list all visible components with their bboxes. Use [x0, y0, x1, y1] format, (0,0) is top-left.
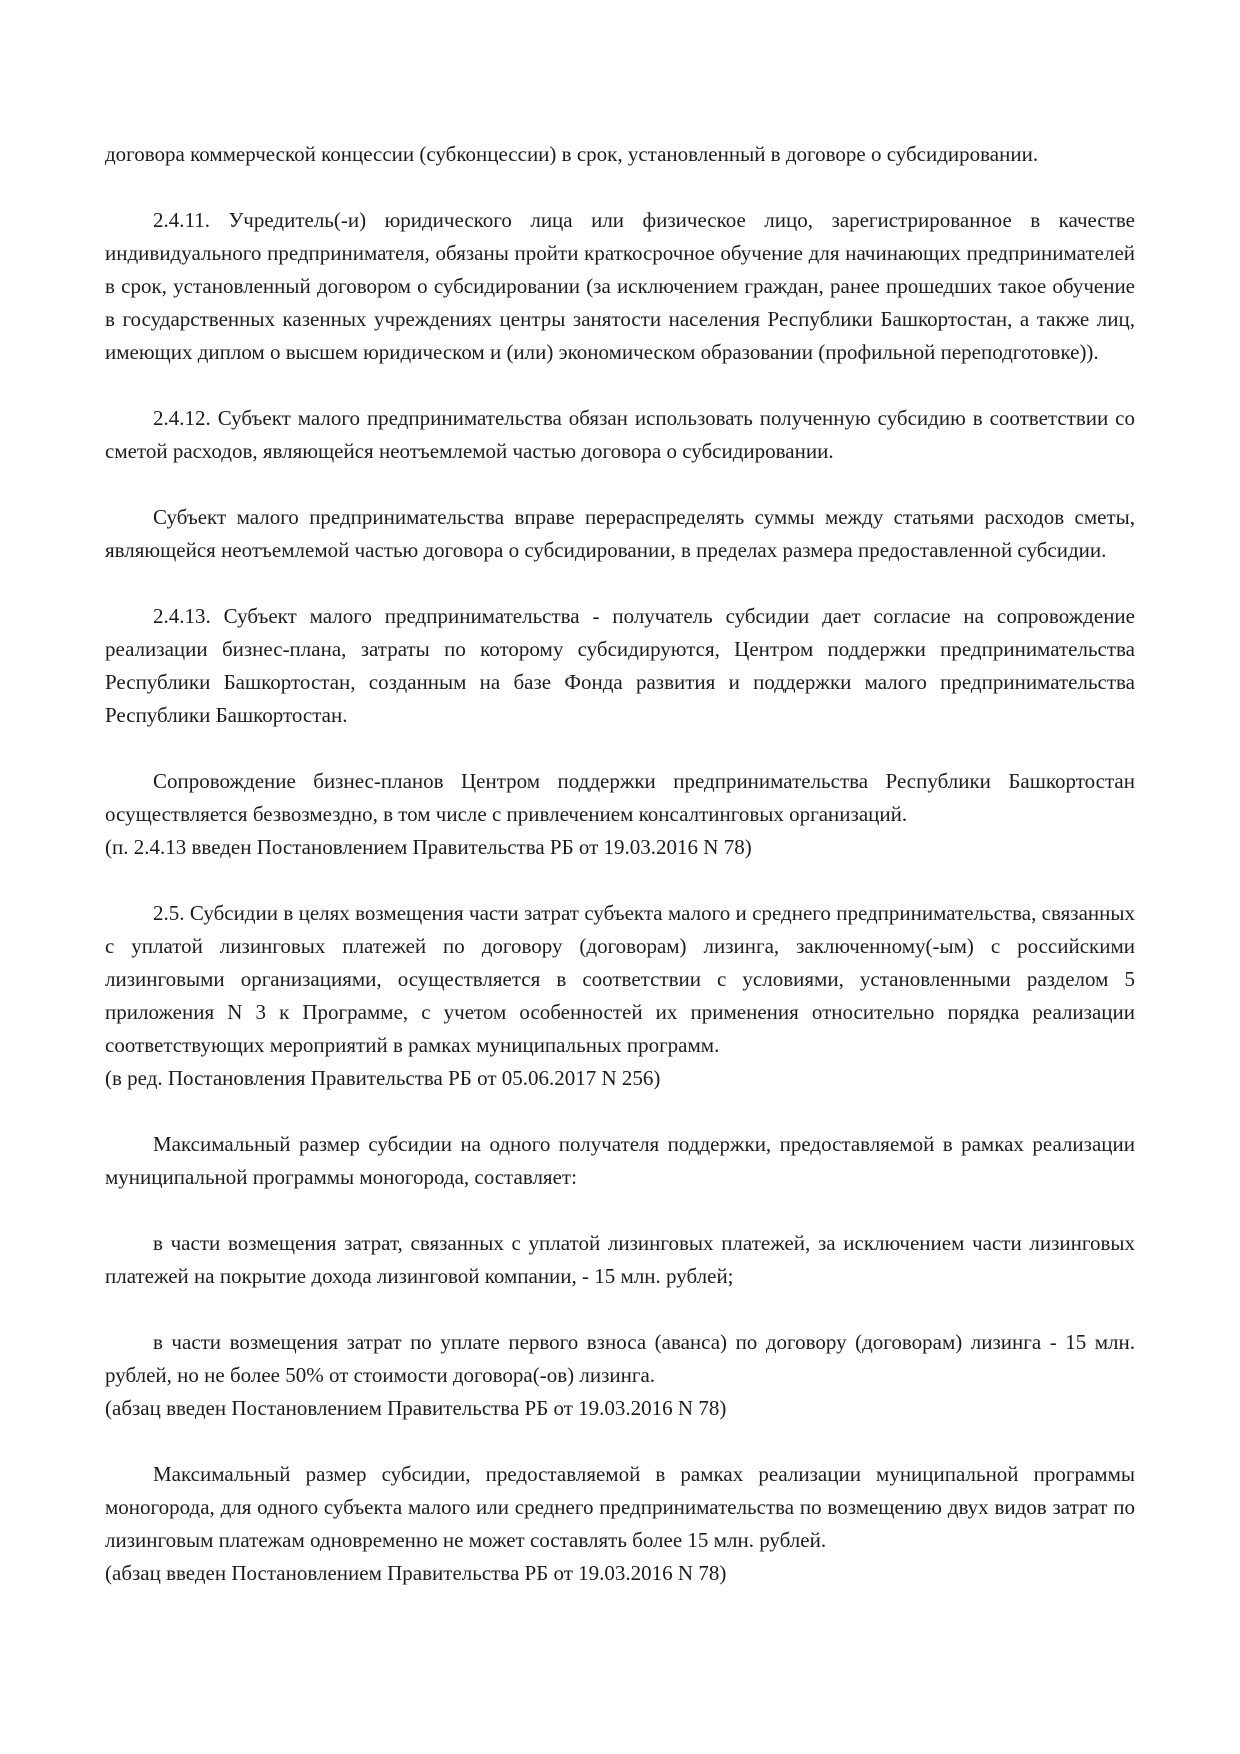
paragraph: Субъект малого предпринимательства вправе перераспределять суммы между статьями расходов сметы, являющейся неотъемлемой частью договора о субсидировании, в пределах размера предоставленной субсидии.	[105, 505, 1135, 562]
paragraph: Максимальный размер субсидии, предоставляемой в рамках реализации муниципальной программы моногорода, для одного субъекта малого или среднего предпринимательства по возмещению двух видов затрат по лизинговым платежам одновременно не может составлять более 15 млн. рублей.	[105, 1462, 1135, 1552]
paragraph: 2.4.12. Субъект малого предпринимательства обязан использовать полученную субсидию в соответствии со сметой расходов, являющейся неотъемлемой частью договора о субсидировании.	[105, 406, 1135, 463]
paragraph: Максимальный размер субсидии на одного получателя поддержки, предоставляемой в рамках реализации муниципальной программы моногорода, составляет:	[105, 1132, 1135, 1189]
paragraph: 2.4.13. Субъект малого предпринимательства - получатель субсидии дает согласие на сопровождение реализации бизнес-плана, затраты по которому субсидируются, Центром поддержки предпринимательства Республики Башкортостан, созданным на базе Фонда развития и поддержки малого предпринимательства Республики Башкортостан.	[105, 604, 1135, 727]
amendment-note: (п. 2.4.13 введен Постановлением Правительства РБ от 19.03.2016 N 78)	[105, 835, 752, 859]
paragraph: договора коммерческой концессии (субконцессии) в срок, установленный в договоре о субсидировании.	[105, 142, 1039, 166]
paragraph: Сопровождение бизнес-планов Центром поддержки предпринимательства Республики Башкортостан осуществляется безвозмездно, в том числе с привлечением консалтинговых организаций.	[105, 769, 1135, 826]
paragraph: в части возмещения затрат, связанных с уплатой лизинговых платежей, за исключением части лизинговых платежей на покрытие дохода лизинговой компании, - 15 млн. рублей;	[105, 1231, 1135, 1288]
paragraph: 2.4.11. Учредитель(-и) юридического лица или физическое лицо, зарегистрированное в качестве индивидуального предпринимателя, обязаны пройти краткосрочное обучение для начинающих предпринимателей в срок, установленный договором о субсидировании (за исключением граждан, ранее прошедших такое обучение в государственных казенных учреждениях центры занятости населения Республики Башкортостан, а также лиц, имеющих диплом о высшем юридическом и (или) экономическом образовании (профильной переподготовке)).	[105, 208, 1135, 364]
amendment-note: (абзац введен Постановлением Правительства РБ от 19.03.2016 N 78)	[105, 1396, 727, 1420]
amendment-note: (абзац введен Постановлением Правительства РБ от 19.03.2016 N 78)	[105, 1561, 727, 1585]
amendment-note: (в ред. Постановления Правительства РБ от 05.06.2017 N 256)	[105, 1066, 661, 1090]
paragraph: в части возмещения затрат по уплате первого взноса (аванса) по договору (договорам) лизинга - 15 млн. рублей, но не более 50% от стоимости договора(-ов) лизинга.	[105, 1330, 1135, 1387]
paragraph: 2.5. Субсидии в целях возмещения части затрат субъекта малого и среднего предпринимательства, связанных с уплатой лизинговых платежей по договору (договорам) лизинга, заключенному(-ым) с российскими лизинговыми организациями, осуществляется в соответствии с условиями, установленными разделом 5 приложения N 3 к Программе, с учетом особенностей их применения относительно порядка реализации соответствующих мероприятий в рамках муниципальных программ.	[105, 901, 1135, 1057]
text-blocks	[105, 138, 1135, 1590]
